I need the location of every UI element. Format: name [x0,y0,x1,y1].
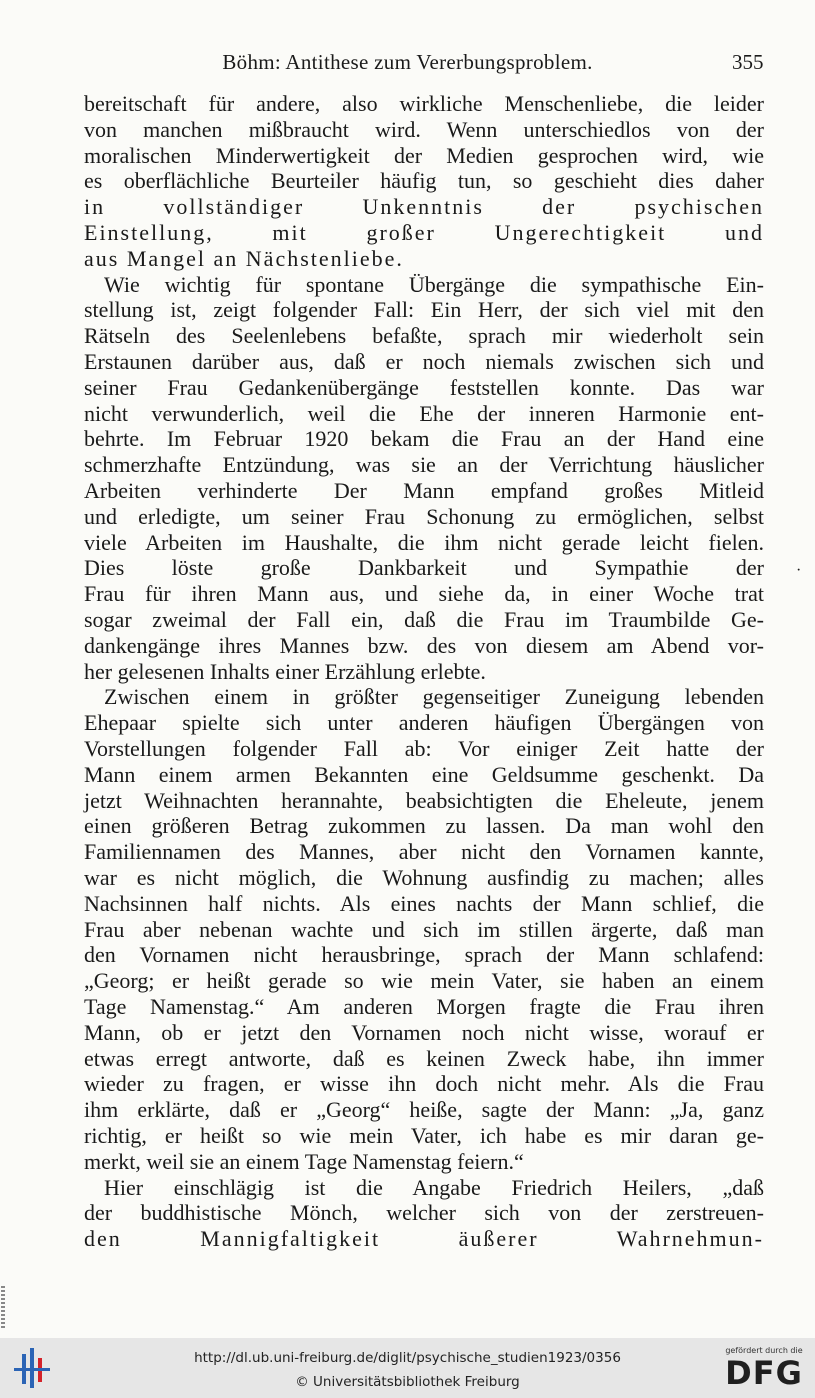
text-line: seiner Frau Gedankenübergänge feststellen konnte. Das war [84,374,764,400]
text-line: Zwischen einem in größter gegenseitiger Zuneigung lebenden [104,684,764,710]
text-line: etwas erregt antworte, daß es keinen Zweck habe, ihn immer [84,1045,764,1071]
text-line: stellung ist, zeigt folgender Fall: Ein Herr, der sich viel mit den [84,297,764,323]
text-line: aus Mangel an Nächstenliebe. [84,245,404,271]
text-line: Hier einschlägig ist die Angabe Friedrich Heilers, „daß [104,1174,764,1200]
text-line: Tage Namenstag.“ Am anderen Morgen fragte die Frau ihren [84,994,764,1019]
text-line: Vorstellungen folgender Fall ab: Vor einiger Zeit hatte der [84,736,764,761]
text-line: den Mannigfaltigkeit äußerer Wahrnehmun- [84,1226,764,1252]
text-line: Dies löste große Dankbarkeit und Sympathie der [84,555,764,581]
text-line: merkt, weil sie an einem Tage Namenstag feiern.“ [84,1148,524,1174]
text-line: ihm erklärte, daß er „Georg“ heiße, sagte der Mann: „Ja, ganz [84,1097,764,1123]
text-line: Einstellung, mit großer Ungerechtigkeit und [84,220,764,245]
text-line: Frau aber nebenan wachte und sich im stillen ärgerte, daß man [84,916,764,942]
text-line: in vollständiger Unkenntnis der psychischen [84,194,764,220]
text-line: jetzt Weihnachten herannahte, beabsichtigten die Eheleute, jenem [84,787,764,813]
permalink-url[interactable]: http://dl.ub.uni-freiburg.de/diglit/psychische_studien1923/0356 [194,1350,621,1366]
text-line: schmerzhafte Entzündung, was sie an der Verrichtung häuslicher [84,452,764,478]
text-line: und erledigte, um seiner Frau Schonung zu ermöglichen, selbst [84,503,764,529]
page-number: 355 [732,50,764,74]
text-line: Arbeiten verhinderte Der Mann empfand großes Mitleid [84,478,764,503]
text-line: dankengänge ihres Mannes bzw. des von diesem am Abend vor- [84,632,764,658]
text-line: sogar zweimal der Fall ein, daß die Frau im Traumbilde Ge- [84,607,764,632]
margin-mark: · [796,562,802,579]
text-line: Ehepaar spielte sich unter anderen häufigen Übergängen von [84,710,764,736]
text-line: her gelesenen Inhalts einer Erzählung erlebte. [84,658,486,684]
text-line: behrte. Im Februar 1920 bekam die Frau an der Hand eine [84,426,764,452]
text-line: den Vornamen nicht herausbringe, sprach der Mann schlafend: [84,942,764,968]
text-line: bereitschaft für andere, also wirkliche Menschenliebe, die leider [84,91,764,116]
text-line: moralischen Minderwertigkeit der Medien gesprochen wird, wie [84,142,764,168]
viewer-footer [0,1338,815,1398]
text-line: wieder zu fragen, er wisse ihn doch nicht mehr. Als die Frau [84,1071,764,1097]
text-line: „Georg; er heißt gerade so wie mein Vater, sie haben an einem [84,968,764,994]
text-line: viele Arbeiten im Haushalte, die ihm nicht gerade leicht fielen. [84,529,764,555]
text-line: Wie wichtig für spontane Übergänge die sympathische Ein- [104,271,764,297]
text-line: Nachsinnen half nichts. Als eines nachts der Mann schlief, die [84,890,764,916]
text-line: richtig, er heißt so wie mein Vater, ich habe es mir daran ge- [84,1123,764,1148]
text-line: einen größeren Betrag zukommen zu lassen. Da man wohl den [84,813,764,839]
text-line: Mann, ob er jetzt den Vornamen noch nicht wisse, worauf er [84,1019,764,1045]
text-line: Erstaunen darüber aus, daß er noch niemals zwischen sich und [84,349,764,374]
text-line: von manchen mißbraucht wird. Wenn unterschiedlos von der [84,116,764,142]
text-line: nicht verwunderlich, weil die Ehe der inneren Harmonie ent- [84,400,764,426]
copyright-notice: © Universitätsbibliothek Freiburg [295,1374,520,1390]
funder-note: gefördert durch die [725,1346,803,1355]
scan-edge-mark [1,1286,5,1330]
text-line: es oberflächliche Beurteiler häufig tun, so geschieht dies daher [84,168,764,194]
text-line: Rätseln des Seelenlebens befaßte, sprach mir wiederholt sein [84,323,764,349]
text-line: Familiennamen des Mannes, aber nicht den Vornamen kannte, [84,839,764,865]
dfg-logo: DFG [725,1354,803,1392]
running-title: Böhm: Antithese zum Vererbungsproblem. [222,50,593,74]
text-line: war es nicht möglich, die Wohnung ausfindig zu machen; alles [84,865,764,890]
text-line: der buddhistische Mönch, welcher sich von der zerstreuen- [84,1200,764,1226]
text-line: Frau für ihren Mann aus, und siehe da, in einer Woche trat [84,581,764,607]
text-line: Mann einem armen Bekannten eine Geldsumme geschenkt. Da [84,761,764,787]
